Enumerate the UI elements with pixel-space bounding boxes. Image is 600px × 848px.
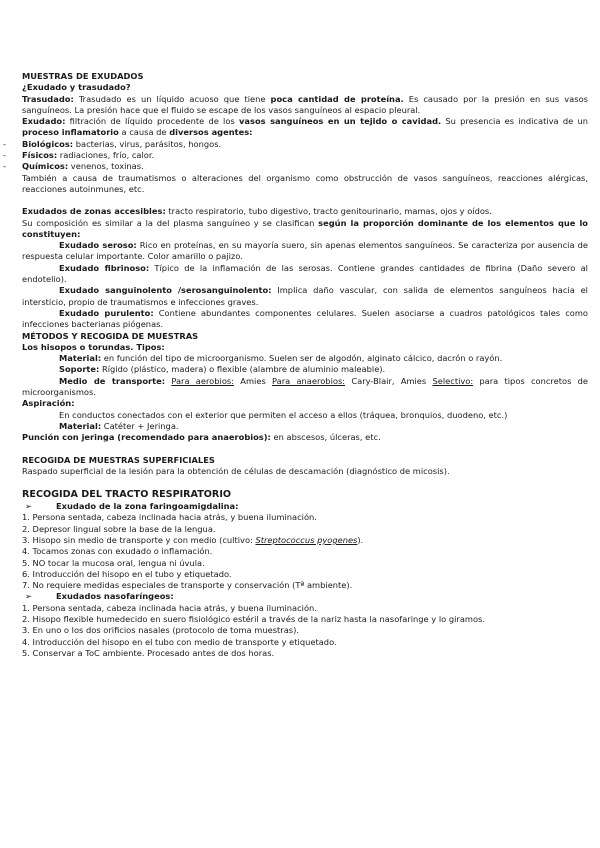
question-heading: ¿Exudado y trasudado?: [22, 82, 131, 93]
agent-biologicos: - Biológicos: bacterias, virus, parásitos, hongos.: [3, 138, 222, 149]
hisopo-material: Material: en función del tipo de microorganismo. Suelen ser de algodón, alginato cálcico, dacrón o rayón.: [59, 353, 503, 364]
trasudado-paragraph: Trasudado: Trasudado es un líquido acuoso que tiene poca cantidad de proteína. Es causado por la presión en sus vasos sanguíneos. La presión hace que el fluido se escape de los vasos sanguíneos al espacio pleural.: [22, 93, 588, 115]
hisopo-soporte: Soporte: Rígido (plástico, madera) o flexible (alambre de aluminio maleable).: [59, 364, 386, 375]
composicion-paragraph: Su composición es similar a la del plasma sanguíneo y se clasifican según la proporción dominante de los elementos que lo constituyen:: [22, 217, 589, 239]
faringo-heading: ➢ Exudado de la zona faringoamigdalina:: [25, 501, 239, 512]
faringo-step: 2. Depresor lingual sobre la base de la lengua.: [22, 523, 216, 534]
faringo-step: 3. Hisopo sin medio de transporte y con medio (cultivo: Streptococcus pyogenes).: [22, 534, 364, 545]
naso-step: 5. Conservar a ToC ambiente. Procesado antes de dos horas.: [22, 647, 275, 658]
naso-heading: ➢ Exudados nasofaríngeos:: [25, 591, 174, 602]
tipo-sanguinolento: Exudado sanguinolento /serosanguinolento: Implica daño vascular, con salida de elementos sanguíneos hacia el intersticio, propio de traumatismos e infecciones graves.: [22, 285, 588, 307]
superficiales-title: RECOGIDA DE MUESTRAS SUPERFICIALES: [22, 454, 215, 465]
agent-fisicos: - Físicos: radiaciones, frío, calor.: [3, 150, 155, 161]
tipo-purulento: Exudado purulento: Contiene abundantes componentes celulares. Suelen asociarse a cuadros patológicos tales como infecciones bacterianas piógenas.: [22, 307, 588, 330]
respiratorio-title: RECOGIDA DEL TRACTO RESPIRATORIO: [22, 489, 232, 501]
naso-step: 3. En uno o los dos orificios nasales (protocolo de toma muestras).: [22, 625, 299, 636]
faringo-step: 4. Tocamos zonas con exudado o inflamación.: [22, 546, 213, 557]
faringo-step: 5. NO tocar la mucosa oral, lengua ni úvula.: [22, 557, 205, 568]
arrow-bullet-icon: ➢: [25, 501, 32, 512]
agent-quimicos: - Químicos: venenos, toxinas.: [3, 161, 144, 172]
metodos-title: MÉTODOS Y RECOGIDA DE MUESTRAS: [22, 330, 199, 341]
exudado-paragraph: Exudado: filtración de líquido procedente de los vasos sanguíneos en un tejido o cavidad. Su presencia es indicativa de un proceso inflamatorio a causa de diversos agentes:: [22, 116, 588, 138]
hisopo-medio-transporte: Medio de transporte: Para aerobios: Amies Para anaerobios: Cary-Blair, Amies Selectivo: para tipos concretos de microorganismos.: [22, 375, 589, 398]
tipo-fibrinoso: Exudado fibrinoso: Típico de la inflamación de las serosas. Contiene grandes cantidades de fibrina (Daño severo al endotelio).: [22, 262, 588, 285]
puncion-paragraph: Punción con jeringa (recomendado para anaerobios): en abscesos, úlceras, etc.: [22, 432, 381, 443]
tipo-seroso: Exudado seroso: Rico en proteínas, en su mayoría suero, sin apenas elementos sanguíneos. Se caracteriza por ausencia de respuesta celular importante. Color amarillo o pajizo.: [22, 240, 588, 262]
aspiracion-material: Material: Catéter + Jeringa.: [59, 420, 179, 431]
naso-step: 1. Persona sentada, cabeza inclinada hacia atrás, y buena iluminación.: [22, 602, 317, 613]
faringo-step: 7. No requiere medidas especiales de transporte y conservación (Tª ambiente).: [22, 580, 353, 591]
tambien-paragraph: También a causa de traumatismos o alteraciones del organismo como obstrucción de vasos sanguíneos, reacciones alérgicas, reacciones autoinmunes, etc.: [22, 172, 588, 194]
hisopos-heading: Los hisopos o torundas. Tipos:: [22, 341, 165, 352]
faringo-step: 1. Persona sentada, cabeza inclinada hacia atrás, y buena iluminación.: [22, 512, 317, 523]
document-content: [3, 71, 589, 659]
naso-step: 4. Introducción del hisopo en el tubo con medio de transporte y etiquetado.: [22, 636, 337, 647]
zonas-accesibles-paragraph: Exudados de zonas accesibles: tracto respiratorio, tubo digestivo, tracto genitourinario, mamas, ojos y oídos.: [22, 206, 492, 217]
faringo-step: 6. Introducción del hisopo en el tubo y etiquetado.: [22, 568, 232, 579]
superficiales-text: Raspado superficial de la lesión para la obtención de células de descamación (diagnóstico de micosis).: [22, 465, 450, 476]
section-title-exudados: MUESTRAS DE EXUDADOS: [22, 71, 144, 81]
arrow-bullet-icon: ➢: [25, 591, 32, 602]
naso-step: 2. Hisopo flexible humedecido en suero fisiológico estéril a través de la nariz hasta la nasofaringe y lo giramos.: [22, 614, 486, 625]
aspiracion-heading: Aspiración:: [22, 398, 75, 409]
aspiracion-conductos: En conductos conectados con el exterior que permiten el acceso a ellos (tráquea, bronquios, duodeno, etc.): [59, 409, 508, 420]
